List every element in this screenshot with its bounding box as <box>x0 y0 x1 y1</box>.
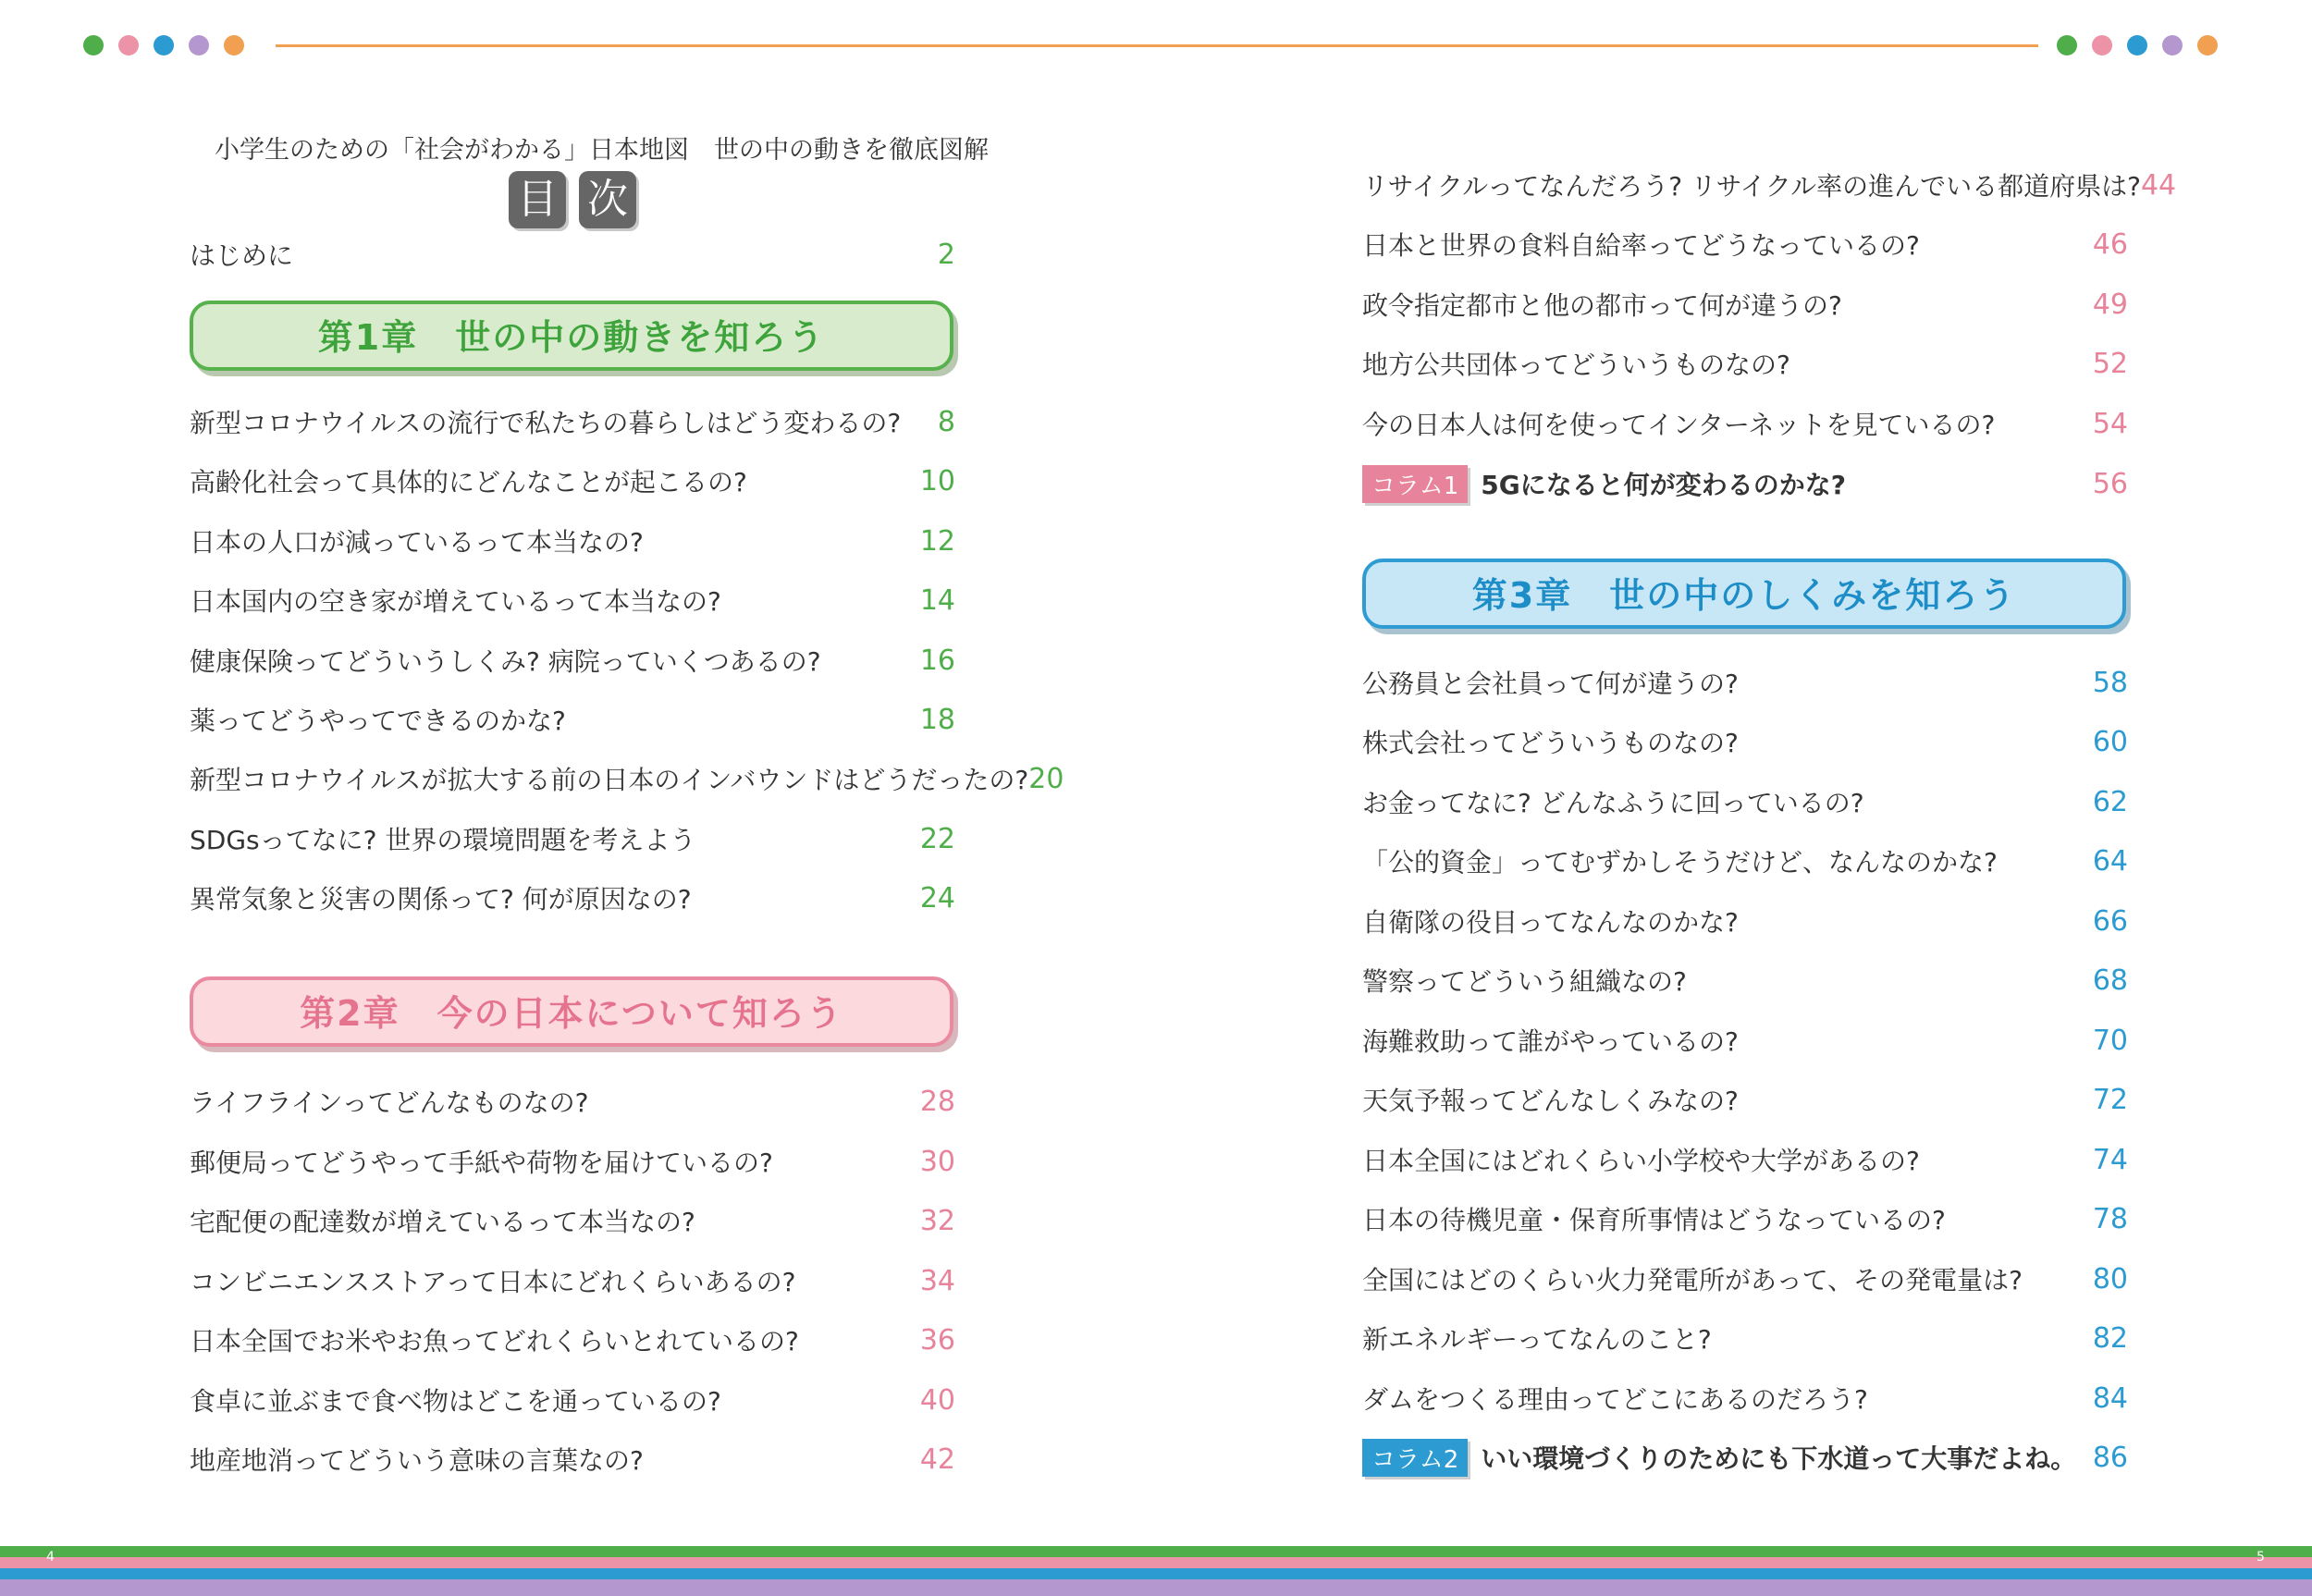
toc-entry[interactable] <box>1362 1143 2128 1176</box>
toc-entry-page: 82 <box>2092 1321 2128 1355</box>
toc-entry[interactable] <box>1362 1202 2128 1235</box>
toc-entry-page: 18 <box>919 703 955 736</box>
toc-entry-page: 62 <box>2092 785 2128 818</box>
toc-entry-page: 30 <box>919 1145 955 1178</box>
toc-entry-page: 42 <box>919 1443 955 1476</box>
toc-entry-page: 66 <box>2092 904 2128 938</box>
mokuji-char: 目 <box>509 171 566 228</box>
toc-entry[interactable] <box>190 881 955 915</box>
toc-entry-label: 地方公共団体ってどういうものなの? <box>1362 350 1790 380</box>
top-divider <box>276 44 2038 47</box>
toc-entry-label: 「公的資金」ってむずかしそうだけど、なんなのかな? <box>1362 847 1998 878</box>
toc-entry-label: 政令指定都市と他の都市って何が違うの? <box>1362 290 1842 321</box>
toc-entry[interactable] <box>190 1443 955 1476</box>
toc-entry-page: 56 <box>2092 467 2128 500</box>
chapter1-title: 第1章 世の中の動きを知ろう <box>317 317 826 358</box>
toc-entry-page: 86 <box>2092 1441 2128 1474</box>
chapter3-banner[interactable] <box>1362 559 2126 629</box>
green-dot <box>2057 35 2077 55</box>
toc-entry-column1[interactable] <box>1362 467 2128 500</box>
toc-entry-label: ダムをつくる理由ってどこにあるのだろう? <box>1362 1384 1868 1415</box>
toc-entry[interactable] <box>190 1264 955 1297</box>
toc-entry-label: 食卓に並ぶまで食べ物はどこを通っているの? <box>190 1386 721 1417</box>
toc-entry-label: 天気予報ってどんなしくみなの? <box>1362 1086 1739 1116</box>
toc-entry-label: 日本の人口が減っているって本当なの? <box>190 527 644 558</box>
toc-entry-label: 海難救助って誰がやっているの? <box>1362 1026 1739 1057</box>
toc-entry-column2[interactable] <box>1362 1441 2128 1474</box>
toc-entry[interactable] <box>1362 725 2128 758</box>
toc-entry[interactable] <box>1362 964 2128 997</box>
toc-entry-label <box>1362 465 1846 503</box>
toc-entry-label: 異常気象と災害の関係って? 何が原因なの? <box>190 884 692 915</box>
toc-entry[interactable] <box>190 1204 955 1237</box>
column-badge: コラム1 <box>1362 465 1468 503</box>
toc-entry-label: 日本国内の空き家が増えているって本当なの? <box>190 586 721 617</box>
toc-entry-label: 今の日本人は何を使ってインターネットを見ているの? <box>1362 410 1996 440</box>
toc-entry[interactable] <box>190 822 955 855</box>
toc-entry-page: 58 <box>2092 666 2128 699</box>
toc-entry-label: 公務員と会社員って何が違うの? <box>1362 669 1739 699</box>
toc-entry-label: 自衛隊の役目ってなんなのかな? <box>1362 907 1739 938</box>
footer-stripe-blue <box>0 1568 2312 1579</box>
chapter3-title: 第3章 世の中のしくみを知ろう <box>1471 575 2017 616</box>
toc-entry[interactable] <box>1362 1083 2128 1116</box>
toc-entry-page: 84 <box>2092 1381 2128 1415</box>
toc-entry-page: 54 <box>2092 407 2128 440</box>
toc-entry[interactable] <box>1362 227 2128 261</box>
toc-entry[interactable] <box>190 644 955 677</box>
toc-entry[interactable] <box>190 583 955 617</box>
toc-entry-label: 新型コロナウイルスが拡大する前の日本のインバウンドはどうだったの? <box>190 765 1029 795</box>
book-title: 小学生のための「社会がわかる」日本地図 世の中の動きを徹底図解 <box>215 136 989 165</box>
toc-entry-label <box>1362 1439 2076 1477</box>
pink-dot <box>2092 35 2112 55</box>
toc-entry-label: 新エネルギーってなんのこと? <box>1362 1324 1712 1355</box>
toc-entry-label: 郵便局ってどうやって手紙や荷物を届けているの? <box>190 1148 773 1178</box>
top-dots-left <box>83 35 244 55</box>
toc-entry[interactable] <box>1362 904 2128 938</box>
chapter2-banner[interactable] <box>190 976 953 1047</box>
toc-entry-page: 64 <box>2092 844 2128 878</box>
orange-dot <box>224 35 244 55</box>
toc-entry[interactable] <box>190 703 955 736</box>
chapter1-banner[interactable] <box>190 301 953 371</box>
toc-entry-label: 高齢化社会って具体的にどんなことが起こるの? <box>190 467 747 497</box>
toc-entry-label: 全国にはどのくらい火力発電所があって、その発電量は? <box>1362 1265 2023 1295</box>
toc-entry-label: お金ってなに? どんなふうに回っているの? <box>1362 788 1864 818</box>
toc-entry-page: 74 <box>2092 1143 2128 1176</box>
toc-entry-page: 22 <box>919 822 955 855</box>
toc-entry-label: 宅配便の配達数が増えているって本当なの? <box>190 1207 695 1237</box>
toc-entry-intro[interactable] <box>190 238 955 271</box>
toc-entry-page: 80 <box>2092 1262 2128 1295</box>
toc-entry-label: ライフラインってどんなものなの? <box>190 1087 589 1118</box>
toc-entry-page: 20 <box>1028 762 1064 795</box>
toc-entry-page: 34 <box>919 1264 955 1297</box>
toc-entry-page: 16 <box>919 644 955 677</box>
toc-entry-page: 12 <box>919 524 955 558</box>
toc-entry[interactable] <box>190 405 955 438</box>
toc-entry[interactable] <box>1362 1262 2128 1295</box>
toc-entry[interactable] <box>190 1085 955 1118</box>
toc-entry-page: 70 <box>2092 1024 2128 1057</box>
toc-entry[interactable] <box>1362 666 2128 699</box>
toc-entry-label: SDGsってなに? 世界の環境問題を考えよう <box>190 825 696 855</box>
column-title: いい環境づくりのためにも下水道って大事だよね。 <box>1481 1443 2077 1474</box>
toc-entry-page: 46 <box>2092 227 2128 261</box>
blue-dot <box>154 35 174 55</box>
page-number-left: 4 <box>46 1550 55 1565</box>
toc-entry-page: 8 <box>937 405 955 438</box>
toc-entry-page: 24 <box>919 881 955 915</box>
toc-entry-page: 14 <box>919 583 955 617</box>
toc-entry-page: 72 <box>2092 1083 2128 1116</box>
toc-entry-page: 68 <box>2092 964 2128 997</box>
toc-entry-label: コンビニエンスストアって日本にどれくらいあるの? <box>190 1267 796 1297</box>
toc-entry[interactable] <box>1362 407 2128 440</box>
orange-dot <box>2197 35 2218 55</box>
toc-entry-label: はじめに <box>190 240 294 271</box>
toc-entry-page: 49 <box>2092 288 2128 321</box>
toc-entry[interactable] <box>1362 1381 2128 1415</box>
pink-dot <box>118 35 139 55</box>
toc-entry-page: 40 <box>919 1383 955 1417</box>
toc-entry-page: 78 <box>2092 1202 2128 1235</box>
toc-entry-label: 日本と世界の食料自給率ってどうなっているの? <box>1362 230 1920 261</box>
top-dots-right <box>2057 35 2218 55</box>
toc-entry[interactable] <box>1362 288 2128 321</box>
toc-entry-label: 健康保険ってどういうしくみ? 病院っていくつあるの? <box>190 646 821 677</box>
toc-entry-label: 日本の待機児童・保育所事情はどうなっているの? <box>1362 1205 1946 1235</box>
toc-entry-page: 32 <box>919 1204 955 1237</box>
toc-entry[interactable] <box>190 1145 955 1178</box>
mokuji-heading <box>509 171 636 228</box>
column-badge: コラム2 <box>1362 1439 1468 1477</box>
toc-entry[interactable] <box>1362 1024 2128 1057</box>
toc-entry[interactable] <box>1362 844 2128 878</box>
toc-entry[interactable] <box>1362 168 2177 202</box>
toc-entry-page: 28 <box>919 1085 955 1118</box>
toc-entry-page: 2 <box>937 238 955 271</box>
toc-entry-label: 新型コロナウイルスの流行で私たちの暮らしはどう変わるの? <box>190 408 902 438</box>
toc-entry-page: 52 <box>2092 347 2128 380</box>
purple-dot <box>2162 35 2183 55</box>
toc-entry[interactable] <box>1362 785 2128 818</box>
toc-entry-label: 警察ってどういう組織なの? <box>1362 966 1687 997</box>
green-dot <box>83 35 104 55</box>
blue-dot <box>2127 35 2147 55</box>
toc-entry[interactable] <box>190 464 955 497</box>
toc-entry[interactable] <box>190 762 1064 795</box>
footer-stripe-green <box>0 1546 2312 1557</box>
toc-entry-label: 地産地消ってどういう意味の言葉なの? <box>190 1445 644 1476</box>
toc-entry-page: 44 <box>2140 168 2177 202</box>
toc-entry-label: 薬ってどうやってできるのかな? <box>190 706 566 736</box>
chapter2-title: 第2章 今の日本について知ろう <box>300 993 843 1034</box>
mokuji-char: 次 <box>579 171 636 228</box>
column-title: 5Gになると何が変わるのかな? <box>1481 469 1847 500</box>
page-number-right: 5 <box>2257 1550 2265 1565</box>
toc-entry[interactable] <box>1362 347 2128 380</box>
toc-entry-label: 株式会社ってどういうものなの? <box>1362 728 1739 758</box>
toc-entry-page: 36 <box>919 1323 955 1357</box>
toc-entry-page: 10 <box>919 464 955 497</box>
footer-stripe-purple <box>0 1579 2312 1596</box>
toc-entry-page: 60 <box>2092 725 2128 758</box>
toc-entry[interactable] <box>190 524 955 558</box>
purple-dot <box>189 35 209 55</box>
toc-entry-label: 日本全国にはどれくらい小学校や大学があるの? <box>1362 1146 1920 1176</box>
toc-entry[interactable] <box>1362 1321 2128 1355</box>
toc-entry[interactable] <box>190 1383 955 1417</box>
toc-entry-label: 日本全国でお米やお魚ってどれくらいとれているの? <box>190 1326 799 1357</box>
footer-stripe-pink <box>0 1557 2312 1568</box>
toc-entry[interactable] <box>190 1323 955 1357</box>
toc-entry-label: リサイクルってなんだろう? リサイクル率の進んでいる都道府県は? <box>1362 171 2141 202</box>
